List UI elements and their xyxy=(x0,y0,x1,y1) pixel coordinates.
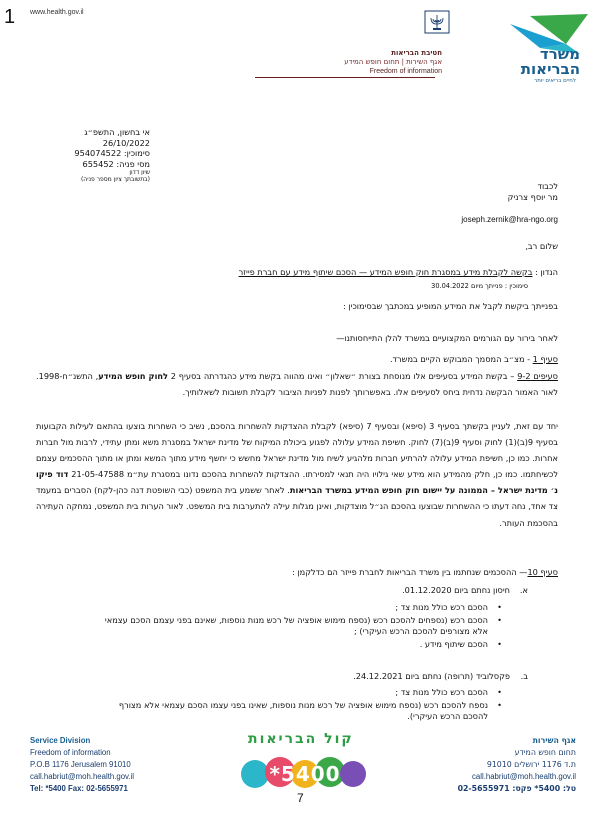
section-1-label: סעיף 1 xyxy=(532,354,558,364)
justification-paragraph xyxy=(36,418,558,531)
footer-he-address: ת.ד 1176 ירושלים 91010 xyxy=(486,760,576,769)
item-b-letter: ב. xyxy=(520,671,528,681)
footer-he-phone: טל: 5400* פקס: 02-5655971 xyxy=(457,784,576,793)
dept-title: חטיבת הבריאות xyxy=(391,49,442,57)
subject-prefix: הנדון : xyxy=(535,267,558,277)
justification-text-a: יחד עם זאת, לעניין בקשתך בסעיף 3 (סיפא) ובסעיף 7 (סיפא) לקבלת ההצדקות להשחרות בהסכם, נשיב כי השחרות בוצעו בהתאם לעילות הקבועות בסעיף 9(ב)(1) לחוק וסעיף 9(ב)(7) לחוק. חשיפת המידע עלולה לפגוע ביכולת המיקוח של מדינת ישראל במסגרת משא ומתן עתידי, לרבות מול חברות אחרות. כמו כן, חשיפת המידע עלולה להרתיע חברות מלהגיע לשיח מול מדינת ישראל מחשש כי יחשף מידע מתוך המשא ומתן או מתוך ההסכמים עצמם לכשיחתמו. כמו כן, חלק מהמידע הוא מידע שאי גילויו היה תנאי למסירתו. ההצדקות להשחרות בהסכם נדונו במסגרת עת״מ 21-05-47588 xyxy=(36,421,559,480)
footer-he-title: אגף השירות xyxy=(532,736,576,745)
state-emblem-icon xyxy=(424,10,450,34)
recipient-email[interactable]: joseph.zernik@hra-ngo.org xyxy=(461,215,558,224)
footer-contact-english xyxy=(30,735,134,795)
section-1-text: - מצ״ב המסמך המבוקש הקיים במשרד. xyxy=(389,354,531,364)
footer-he-email[interactable]: call.habriut@moh.health.gov.il xyxy=(472,772,576,781)
letter-meta xyxy=(50,127,150,183)
justification-text-b: . לאחר ששמע בית המשפט (כבי השופטת דנה כהן-לקח) הסברים במעמד צד אחד, נחה דעתו כי ההשחרות שבוצעו בהסכם הנ״ל מוצדקות, ואינן מגלות עילה להתערבות בית המשפט. לאור הערות בית המשפט, נמחקה העתירה בהסכמת העותר. xyxy=(36,485,558,528)
subject-line xyxy=(38,267,558,277)
footer-contact-hebrew xyxy=(458,735,576,795)
section-2-9-rest: , התשנ״ח-1998. לאור האמור הבקשה נדחית ביחס לסעיפים אלו. באפשרותך לפנות לפניות הציבור לקבלת תשובות לשאלותיך. xyxy=(36,371,558,398)
list-item: • הסכם רכש (נספחים להסכם רכש (נספח מימוש אופציה של רכש מנות נוספות, שאינם בפני עצמם הסכם עצמאי אלא מצורפים להסכם הרכש העיקרי) ; xyxy=(92,615,502,638)
item-b-title: פקסלוביד (תרופה) נחתם ביום 24.12.2021. xyxy=(353,671,510,681)
item-a-title: חיסון נחתם ביום 01.12.2020. xyxy=(402,585,510,595)
footer-he-line2: תחום חופש המידע xyxy=(514,748,576,757)
item-b-list xyxy=(92,687,502,724)
list-item: • הסכם רכש כולל מנות צד ; xyxy=(92,602,502,614)
footer-en-email[interactable]: call.habriut@moh.health.gov.il xyxy=(30,772,134,781)
section-10-label: סעיף 10 xyxy=(527,567,558,577)
inquiry-note-2: (בתשובתך ציון מספר פניה) xyxy=(80,176,150,183)
section-2-9 xyxy=(36,368,558,400)
recipient-block xyxy=(508,181,558,203)
footer-en-line2: Freedom of information xyxy=(30,748,111,757)
site-url[interactable]: www.health.gov.il xyxy=(30,9,84,16)
ministry-tagline: לחיים בריאים יותר xyxy=(534,78,576,84)
item-a-list xyxy=(92,602,502,651)
subject-reference: סימוכין : פנייתך מיום 30.04.2022 xyxy=(431,282,528,290)
footer-en-title: Service Division xyxy=(30,736,91,745)
dept-english: Freedom of information xyxy=(369,68,442,75)
court-case-name: דוד פיקו נ׳ מדינת ישראל – הממונה על יישום חוק חופש המידע במשרד הבריאות xyxy=(36,469,559,496)
page-marker: 1 xyxy=(4,6,16,28)
section-10 xyxy=(36,564,558,580)
inquiry-note-1: שיון דדון xyxy=(129,169,150,176)
inquiry-number: מסי פניה: 655452 xyxy=(82,158,150,169)
subject-text: בקשה לקבלת מידע במסגרת חוק חופש המידע — הסכם שיתוף מידע עם חברת פייזר xyxy=(238,267,533,277)
date: 26/10/2022 xyxy=(102,137,150,148)
ministry-name-line1: משרד xyxy=(539,45,580,63)
item-a-letter: א. xyxy=(519,585,528,595)
body-paragraph-2: לאחר בירור עם הגורמים המקצועיים במשרד להלן התייחסותנו— xyxy=(336,333,558,343)
list-item: • הסכם שיתוף מידע . xyxy=(92,639,502,651)
page-number: 7 xyxy=(297,791,304,805)
reference-number: סימוכין: 954074522 xyxy=(74,148,150,158)
greeting: שלום רב, xyxy=(525,241,558,251)
section-10-text: — ההסכמים שנחתמו בין משרד הבריאות לחברת פייזר הם כדלקמן : xyxy=(292,567,528,577)
list-item: • הסכם רכש כולל מנות צד ; xyxy=(92,687,502,699)
footer-en-address: P.O.B 1176 Jerusalem 91010 xyxy=(30,760,131,769)
footer-en-phone: Tel: *5400 Fax: 02-5655971 xyxy=(30,784,128,793)
section-1 xyxy=(36,351,558,367)
date-hebrew: אי בחשון, התשפ״ג xyxy=(84,127,150,137)
ministry-name xyxy=(521,47,580,77)
header-divider xyxy=(255,77,435,78)
kol-habriut-label: קול הבריאות xyxy=(248,731,354,747)
recipient-name: מר יוסף צרניק xyxy=(507,192,558,202)
list-item: • נספח להסכם רכש (נספח מימוש אופציה של רכש מנות נוספות, שאינו בפני עצמו הסכם עצמאי אלא מצורף להסכם הרכש העיקרי). xyxy=(92,700,502,723)
department-header xyxy=(344,49,442,76)
dept-subtitle: אגף השירות | תחום חופש המידע xyxy=(344,58,442,66)
section-2-9-label: סעיפים 9-2 xyxy=(517,371,558,381)
kol-habriut-number: *5400 xyxy=(269,762,341,786)
section-2-9-text: – בקשת המידע בסעיפים אלו מנוסחת בצורת ״שאלון״ ואינו מהווה בקשת מידע כהגדרתה בסעיף 2 xyxy=(167,371,518,381)
to-label: לכבוד xyxy=(537,181,558,191)
section-2-9-law: לחוק חופש המידע xyxy=(98,371,168,381)
body-paragraph-1: בפנייתך ביקשת לקבל את המידע המופיע במכתבך שבסימוכין : xyxy=(343,301,558,311)
ministry-name-line2: הבריאות xyxy=(520,60,580,78)
